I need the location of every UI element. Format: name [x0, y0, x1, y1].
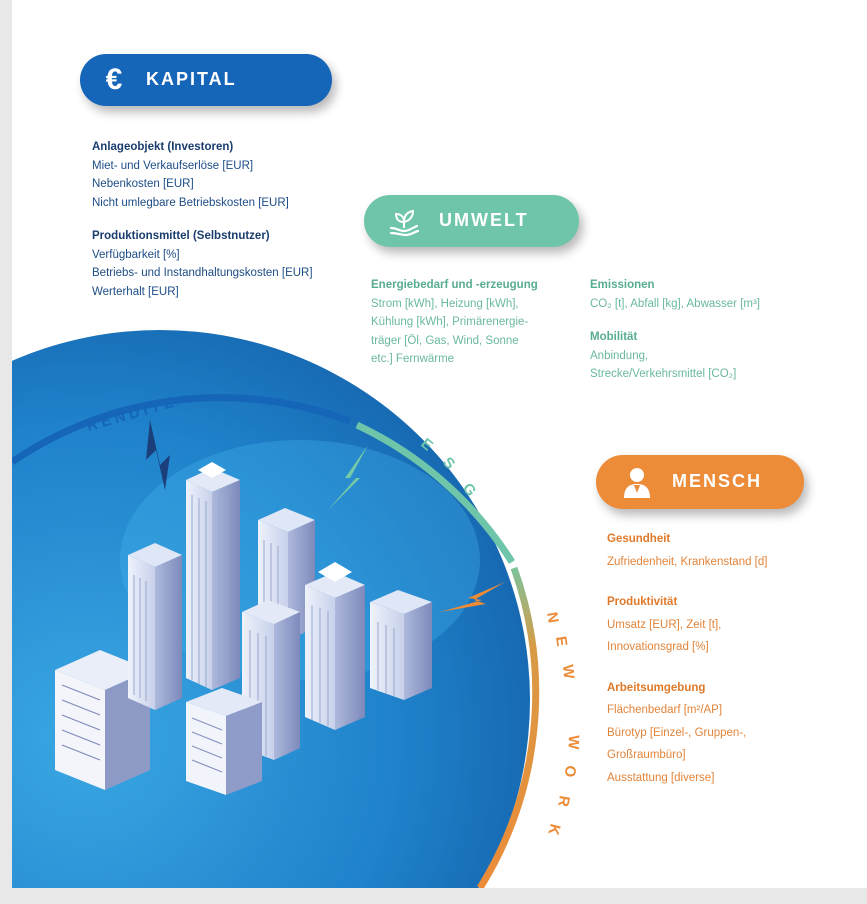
kapital-title: KAPITAL — [146, 69, 237, 89]
kapital-group-heading: Anlageobjekt (Investoren) — [92, 141, 234, 153]
mensch-item: Flächenbedarf [m²/AP] — [607, 704, 723, 716]
mensch-item: Bürotyp [Einzel-, Gruppen-, — [607, 726, 747, 739]
umwelt-energy-text — [371, 276, 538, 369]
new-work-letter: R — [554, 794, 573, 808]
new-work-letter: K — [544, 821, 564, 837]
mensch-pill — [596, 455, 804, 509]
kapital-text — [92, 138, 313, 301]
umwelt-title: UMWELT — [439, 210, 529, 230]
kapital-item: Verfügbarkeit [%] — [92, 248, 180, 261]
mensch-title: MENSCH — [672, 471, 763, 491]
new-work-letter: N — [543, 610, 562, 625]
umwelt-energy-heading: Energiebedarf und -erzeugung — [371, 279, 538, 291]
umwelt-mobility-line: Strecke/Verkehrsmittel [CO₂] — [590, 368, 737, 380]
euro-icon: € — [105, 63, 125, 96]
kapital-item: Betriebs- und Instandhaltungskosten [EUR] — [92, 267, 313, 279]
mensch-item: Innovationsgrad [%] — [607, 641, 709, 653]
kapital-group-heading: Produktionsmittel (Selbstnutzer) — [92, 230, 270, 242]
umwelt-pill — [364, 195, 579, 247]
esg-letter: S — [439, 453, 459, 473]
rendite-label: RENDITE — [84, 392, 180, 436]
umwelt-energy-line: träger [Öl, Gas, Wind, Sonne — [371, 334, 519, 347]
kapital-pill — [80, 54, 332, 106]
esg-letter: E — [417, 435, 437, 455]
umwelt-emissions-text — [590, 276, 760, 384]
new-work-letter: W — [564, 734, 582, 750]
mensch-item: Großraumbüro] — [607, 749, 686, 761]
umwelt-energy-line: etc.] Fernwärme — [371, 353, 455, 365]
umwelt-energy-line: Kühlung [kWh], Primärenergie- — [371, 316, 529, 328]
umwelt-mobility-line: Anbindung, — [590, 349, 649, 362]
umwelt-mobility-heading: Mobilität — [590, 331, 638, 343]
new-work-letter: O — [560, 764, 579, 778]
umwelt-emissions-line: CO₂ [t], Abfall [kg], Abwasser [m³] — [590, 297, 760, 310]
umwelt-emissions-heading: Emissionen — [590, 279, 655, 291]
kapital-item: Werterhalt [EUR] — [92, 285, 179, 298]
mensch-item: Umsatz [EUR], Zeit [t], — [607, 618, 722, 631]
mensch-group-heading: Gesundheit — [607, 533, 671, 545]
kapital-item: Nebenkosten [EUR] — [92, 178, 194, 190]
mensch-text — [607, 528, 767, 789]
mensch-item: Zufriedenheit, Krankenstand [d] — [607, 555, 768, 568]
person-icon — [620, 463, 654, 501]
new-work-letter: W — [559, 663, 578, 680]
kapital-item: Nicht umlegbare Betriebskosten [EUR] — [92, 196, 289, 209]
kapital-item: Miet- und Verkaufserlöse [EUR] — [92, 159, 254, 172]
new-work-letter: E — [552, 635, 571, 648]
mensch-item: Ausstattung [diverse] — [607, 771, 715, 784]
umwelt-energy-line: Strom [kWh], Heizung [kWh], — [371, 297, 519, 310]
mensch-group-heading: Produktivität — [607, 596, 678, 608]
mensch-group-heading: Arbeitsumgebung — [607, 681, 706, 694]
plant-in-hand-icon — [386, 203, 422, 239]
esg-letter: G — [458, 479, 480, 500]
